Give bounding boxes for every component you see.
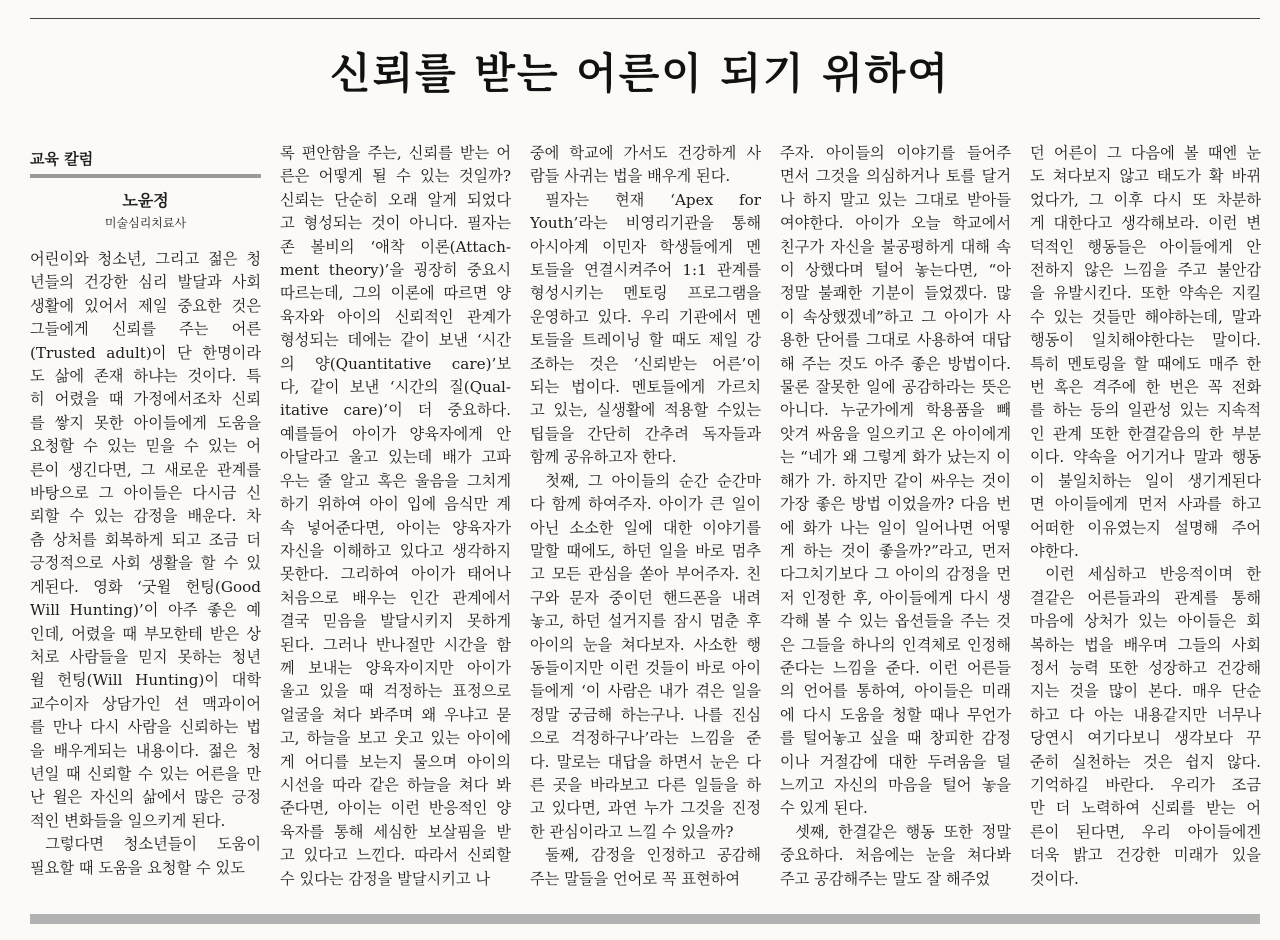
text-line: 른은 어떻게 될 수 있는 것일까? — [280, 167, 511, 186]
text-line: ment theory)’을 굉장히 중요시 — [280, 261, 511, 280]
text-line: 해가 가. 하지만 같이 싸우는 것이 — [780, 471, 1011, 490]
text-line: 그들에게 신뢰를 주는 어른 — [30, 320, 261, 339]
text-line: 당연시 여기다보니 생각보다 꾸 — [1030, 729, 1261, 748]
text-line: 야한다. — [1030, 541, 1079, 560]
text-line: 고 모든 관심을 쏟아 부어주자. 친 — [530, 565, 761, 584]
text-line: 친구가 자신을 불공평하게 대해 속 — [780, 237, 1011, 256]
text-line: 난 윌은 자신의 삶에서 많은 긍정 — [30, 788, 261, 807]
column-text — [1030, 142, 1261, 891]
text-line: 팁들을 간단히 간추려 독자들과 — [530, 424, 761, 443]
text-line: 었다가, 그 이후 다시 또 차분하 — [1030, 190, 1261, 209]
text-line: 람들 사귀는 법을 배우게 된다. — [530, 167, 731, 186]
text-line: 어린이와 청소년, 그리고 젊은 청 — [30, 250, 261, 268]
text-line: 놓고, 하던 설거지를 잠시 멈춘 후 — [530, 612, 761, 631]
text-line: 게 하는 것이 좋을까?”라고, 먼저 — [780, 541, 1011, 560]
column-3 — [530, 142, 761, 902]
text-line: 첫째, 그 아이들의 순간 순간마 — [545, 471, 761, 490]
text-line: 기억하길 바란다. 우리가 조금 — [1030, 775, 1261, 794]
text-line: 아달라고 울고 있는데 배가 고파 — [280, 448, 511, 467]
text-line: 년일 때 신뢰할 수 있는 어른을 만 — [30, 764, 261, 783]
text-line: 다그치기보다 그 아이의 감정을 먼 — [780, 565, 1011, 584]
section-divider — [30, 174, 261, 178]
text-line: 느끼고 자신의 마음을 털어 놓을 — [780, 775, 1011, 794]
text-line: 덕적인 행동들은 아이들에게 안 — [1030, 237, 1261, 256]
text-line: Will Hunting)’이 아주 좋은 예 — [30, 601, 261, 620]
text-line: 처로 사람들을 믿지 못하는 청년 — [30, 647, 261, 666]
text-line: 정말 불쾌한 기분이 들었겠다. 많 — [780, 284, 1011, 303]
text-line: 동들이지만 이런 것들이 바로 아이 — [530, 658, 761, 677]
text-line: 이나 거절감에 대한 두려움을 덜 — [780, 752, 1011, 771]
text-line: 다 함께 하여주자. 아이가 큰 일이 — [530, 495, 761, 514]
text-line: 특히 멘토링을 할 때에도 매주 한 — [1030, 354, 1261, 373]
text-line: 얼굴을 쳐다 봐주며 왜 우냐고 묻 — [280, 705, 511, 724]
text-line: 어떠한 이유였는지 설명해 주어 — [1030, 518, 1261, 537]
text-line: 를 만나 다시 사람을 신뢰하는 법 — [30, 718, 261, 737]
text-line: 그렇다면 청소년들이 도움이 — [45, 835, 261, 854]
text-line: 시선을 따라 같은 하늘을 쳐다 봐 — [280, 775, 511, 794]
text-line: 함께 공유하고자 한다. — [530, 448, 677, 467]
text-line: 토들을 트레이닝 할 때도 제일 강 — [530, 331, 761, 350]
section-label: 교육 칼럼 — [30, 150, 94, 168]
text-line: 뢰할 수 있는 감정을 배운다. 차 — [30, 507, 261, 526]
text-line: 용한 단어를 그대로 사용하여 대답 — [780, 331, 1011, 350]
text-line: 구와 문자 중이던 핸드폰을 내려 — [530, 588, 761, 607]
text-line: 주는 말들을 언어로 꼭 표현하여 — [530, 869, 741, 888]
text-line: 복하는 법을 배우며 그들의 사회 — [1030, 635, 1261, 654]
text-line: 더욱 밝고 건강한 미래가 있을 — [1030, 846, 1261, 865]
text-line: 고 있다면, 과연 누가 그것을 진정 — [530, 799, 761, 818]
text-line: 우는 줄 알고 혹은 울음을 그치게 — [280, 471, 511, 490]
column-5 — [1030, 142, 1261, 902]
text-line: 수 있는 것들만 해야하는데, 말과 — [1030, 307, 1261, 326]
text-line: 츰 상처를 회복하게 되고 조금 더 — [30, 530, 261, 549]
text-line: 를 쌓지 못한 아이들에게 도움을 — [30, 413, 261, 432]
text-line: 형성시키는 멘토링 프로그램을 — [530, 284, 761, 303]
text-line: 토들을 연결시켜주어 1:1 관계를 — [530, 261, 761, 280]
text-line: 신뢰는 단순히 오래 알게 되었다 — [280, 190, 511, 209]
text-line: 고, 하늘을 보고 웃고 있는 아이에 — [280, 729, 511, 748]
text-line: 아시아계 이민자 학생들에게 멘 — [530, 237, 761, 256]
text-line: 각해 볼 수 있는 옵션들을 주는 것 — [780, 612, 1011, 631]
text-line: 의 양(Quantitative care)’보 — [280, 354, 511, 373]
text-line: 에 다시 도움을 청할 때나 무언가 — [780, 705, 1011, 724]
text-line: 윌 헌팅(Will Hunting)이 대학 — [30, 671, 261, 690]
text-line: 육자와 아이의 신뢰적인 관계가 — [280, 307, 511, 326]
text-line: 필요할 때 도움을 요청할 수 있도 — [30, 858, 245, 877]
text-line: 게 어디를 보는지 물으며 아이의 — [280, 752, 511, 771]
text-line: 을 유발시킨다. 또한 약속은 지킬 — [1030, 284, 1261, 303]
text-line: 한 관심이라고 느낄 수 있을까? — [530, 822, 734, 841]
text-line: 생활에 있어서 제일 중요한 것은 — [30, 296, 261, 315]
text-line: 이다. 약속을 어기거나 말과 행동 — [1030, 448, 1261, 467]
column-text — [780, 142, 1011, 891]
text-line: 둘째, 감정을 인정하고 공감해 — [545, 846, 761, 865]
text-line: 못한다. 그리하여 아이가 태어나 — [280, 565, 511, 584]
text-line: 존 볼비의 ‘애착 이론(Attach- — [280, 237, 511, 256]
text-line: 울고 있을 때 걱정하는 표정으로 — [280, 682, 511, 701]
text-line: 인데, 어렸을 때 부모한테 받은 상 — [30, 624, 261, 643]
text-line: 정말 궁금해 하는구나. 나를 진심 — [530, 705, 761, 724]
text-line: 아니다. 누군가에게 학용품을 빼 — [780, 401, 1011, 420]
bottom-bar — [30, 914, 1260, 924]
text-line: 던 어른이 그 다음에 볼 때엔 눈 — [1030, 144, 1261, 162]
text-line: 예를들어 아이가 양육자에게 안 — [280, 424, 511, 443]
text-line: 결국 믿음을 발달시키지 못하게 — [280, 612, 511, 631]
text-line: 으로 걱정하구나’라는 느낌을 준 — [530, 729, 761, 748]
text-line: 도 쳐다보지 않고 태도가 확 바뀌 — [1030, 167, 1261, 186]
text-line: 필자는 현재 ‘Apex for — [545, 190, 761, 209]
text-line: 록 편안함을 주는, 신뢰를 받는 어 — [280, 144, 511, 162]
text-line: 저 인정한 후, 아이들에게 다시 생 — [780, 588, 1011, 607]
text-line: 고 있다고 느낀다. 따라서 신뢰할 — [280, 846, 511, 865]
author-name: 노윤정 — [122, 191, 169, 210]
text-line: 른 곳을 바라보고 다른 일들을 하 — [530, 775, 761, 794]
text-line: 속 넣어준다면, 아이는 양육자가 — [280, 518, 511, 537]
text-line: 지는 것을 많이 본다. 매우 단순 — [1030, 682, 1261, 701]
text-line: 육자를 통해 세심한 보살핌을 받 — [280, 822, 511, 841]
text-line: 주고 공감해주는 말도 잘 해주었 — [780, 869, 991, 888]
text-line: 주자. 아이들의 이야기를 들어주 — [780, 144, 1011, 162]
text-line: 준다면, 아이는 이런 반응적인 양 — [280, 799, 511, 818]
text-line: 를 털어놓고 싶을 때 창피한 감정 — [780, 729, 1011, 748]
text-line: 따르는데, 그의 이론에 따르면 양 — [280, 284, 511, 303]
text-line: 것이다. — [1030, 869, 1079, 888]
text-line: 만 더 노력하여 신뢰를 받는 어 — [1030, 799, 1261, 818]
text-line: 가장 좋은 방법 이었을까? 다음 번 — [780, 495, 1011, 514]
text-line: 은 그들을 하나의 인격체로 인정해 — [780, 635, 1011, 654]
text-line: 수 있다는 감정을 발달시키고 나 — [280, 869, 491, 888]
text-line: 인 관계 또한 한결같음의 한 부분 — [1030, 424, 1261, 443]
text-line: 에 화가 나는 일이 일어나면 어떻 — [780, 518, 1011, 537]
text-line: 게 대한다고 생각해보라. 이런 변 — [1030, 214, 1261, 233]
text-line: 이 상했다며 털어 놓는다면, “아 — [780, 261, 1011, 280]
text-line: itative care)’이 더 중요하다. — [280, 401, 511, 420]
text-line: 른이 된다면, 우리 아이들에겐 — [1030, 822, 1261, 841]
text-line: 행동이 일치해야한다는 말이다. — [1030, 331, 1261, 350]
text-line: 고 있는, 실생활에 적용할 수있는 — [530, 401, 761, 420]
text-line: 는 “네가 왜 그렇게 화가 났는지 이 — [780, 448, 1011, 467]
column-2 — [280, 142, 511, 902]
text-line: 아닌 소소한 일에 대한 이야기를 — [530, 518, 761, 537]
text-line: 아이의 눈을 쳐다보자. 사소한 행 — [530, 635, 761, 654]
text-line: 물론 잘못한 일에 공감하라는 뜻은 — [780, 378, 1011, 397]
text-line: (Trusted adult)이 단 한명이라 — [30, 343, 261, 362]
text-line: 정서 능력 또한 성장하고 건강해 — [1030, 658, 1261, 677]
text-line: 하고 다 아는 내용같지만 너무나 — [1030, 705, 1261, 724]
text-line: 조하는 것은 ‘신뢰받는 어른’이 — [530, 354, 761, 373]
text-line: 께 보내는 양육자이지만 아이가 — [280, 658, 511, 677]
text-line: 중요하다. 처음에는 눈을 쳐다봐 — [780, 846, 1011, 865]
text-line: 를 하는 등의 일관성 있는 지속적 — [1030, 401, 1261, 420]
text-line: 번 혹은 격주에 한 번은 꼭 전화 — [1030, 378, 1261, 397]
top-rule — [30, 18, 1260, 19]
text-line: 면서 그것을 의심하거나 토를 달거 — [780, 167, 1011, 186]
text-line: 되는 법이다. 멘토들에게 가르치 — [530, 378, 761, 397]
text-line: 다. 말로는 대답을 하면서 눈은 다 — [530, 752, 761, 771]
article-body — [30, 142, 1260, 902]
text-line: 도 삶에 존재 하냐는 것이다. 특 — [30, 367, 261, 386]
text-line: 준다는 느낌을 준다. 이런 어른들 — [780, 658, 1011, 677]
text-line: 적인 변화들을 일으키게 된다. — [30, 811, 226, 830]
text-line: 수 있게 된다. — [780, 799, 868, 818]
text-line: 운영하고 있다. 우리 기관에서 멘 — [530, 307, 761, 326]
text-line: 이 속상했겠네”하고 그 아이가 사 — [780, 307, 1011, 326]
text-line: 고 형성되는 것이 아니다. 필자는 — [280, 214, 511, 233]
text-line: 히 어렸을 때 가정에서조차 신뢰 — [30, 390, 261, 409]
column-1 — [30, 142, 261, 902]
text-line: 셋째, 한결같은 행동 또한 정말 — [795, 822, 1011, 841]
text-line: 하기 위하여 아이 입에 음식만 계 — [280, 495, 511, 514]
page-title: 신뢰를 받는 어른이 되기 위하여 — [330, 49, 950, 98]
text-line: 년들의 건강한 심리 발달과 사회 — [30, 273, 261, 292]
text-line: 이런 세심하고 반응적이며 한 — [1045, 565, 1261, 584]
text-line: 마음에 상처가 있는 아이들은 회 — [1030, 612, 1261, 631]
text-line: 면 아이들에게 먼저 사과를 하고 — [1030, 495, 1261, 514]
text-line: 다, 같이 보낸 ‘시간의 질(Qual- — [280, 378, 511, 397]
text-line: 처음으로 배우는 인간 관계에서 — [280, 588, 511, 607]
text-line: 게된다. 영화 ‘굿윌 헌팅(Good — [30, 577, 261, 596]
text-line: 바탕으로 그 아이들은 다시금 신 — [30, 484, 261, 503]
column-text — [30, 248, 261, 880]
text-line: 준히 실천하는 것은 쉽지 않다. — [1030, 752, 1261, 771]
text-line: 해 주는 것도 아주 좋은 방법이다. — [780, 354, 1011, 373]
text-line: 교수이자 상담가인 션 맥과이어 — [30, 694, 261, 713]
text-line: 의 언어를 통하여, 아이들은 미래 — [780, 682, 1011, 701]
text-line: Youth’라는 비영리기관을 통해 — [530, 214, 761, 233]
text-line: 앗겨 싸움을 일으키고 온 아이에게 — [780, 424, 1011, 443]
text-line: 른이 생긴다면, 그 새로운 관계를 — [30, 460, 261, 479]
text-line: 중에 학교에 가서도 건강하게 사 — [530, 144, 761, 162]
text-line: 결같은 어른들과의 관계를 통해 — [1030, 588, 1261, 607]
text-line: 이 불일치하는 일이 생기게된다 — [1030, 471, 1261, 490]
text-line: 긍정적으로 사회 생활을 할 수 있 — [30, 554, 261, 573]
text-line: 나 하지 말고 있는 그대로 받아들 — [780, 190, 1011, 209]
text-line: 전하지 않은 느낌을 주고 불안감 — [1030, 261, 1261, 280]
text-line: 요청할 수 있는 믿을 수 있는 어 — [30, 437, 261, 456]
column-text — [530, 142, 761, 891]
text-line: 된다. 그러나 반나절만 시간을 함 — [280, 635, 511, 654]
text-line: 형성되는 데에는 같이 보낸 ‘시간 — [280, 331, 511, 350]
text-line: 여야한다. 아이가 오늘 학교에서 — [780, 214, 1011, 233]
text-line: 들에게 ‘이 사람은 내가 겪은 일을 — [530, 682, 761, 701]
text-line: 을 배우게되는 내용이다. 젊은 청 — [30, 741, 261, 760]
author-role: 미술심리치료사 — [104, 216, 187, 230]
column-4 — [780, 142, 1011, 902]
text-line: 말할 때에도, 하던 일을 바로 멈추 — [530, 541, 761, 560]
column-text — [280, 142, 511, 891]
text-line: 자신을 이해하고 있다고 생각하지 — [280, 541, 511, 560]
